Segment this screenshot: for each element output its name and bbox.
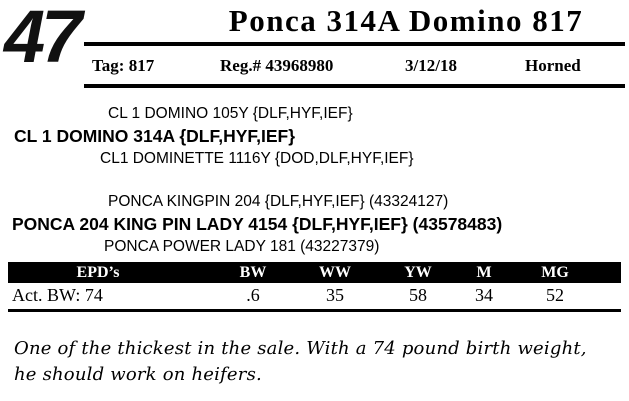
epd-value-m: 34 bbox=[475, 285, 493, 305]
birth-date-value: 3/12/18 bbox=[405, 56, 457, 75]
epd-value-ww: 35 bbox=[326, 285, 344, 305]
horn-status-value: Horned bbox=[525, 56, 581, 75]
lot-number: 47 bbox=[4, 0, 79, 78]
sire-line: CL 1 DOMINO 314A {DLF,HYF,IEF} bbox=[14, 126, 296, 146]
epd-value-bw: .6 bbox=[246, 285, 260, 305]
header bbox=[0, 0, 629, 92]
epd-header-ww: WW bbox=[319, 264, 351, 281]
sire-sire-line: CL 1 DOMINO 105Y {DLF,HYF,IEF} bbox=[108, 105, 353, 122]
dam-dam-line: PONCA POWER LADY 181 (43227379) bbox=[104, 238, 380, 255]
epd-bottom-rule bbox=[8, 309, 621, 312]
epd-value-mg: 52 bbox=[546, 285, 564, 305]
lot-note: One of the thickest in the sale. With a 74 pound birth weight, he should work on heifers. bbox=[14, 338, 587, 385]
epd-table-header-row bbox=[8, 262, 621, 283]
header-rule-bottom bbox=[84, 84, 625, 88]
dam-line: PONCA 204 KING PIN LADY 4154 {DLF,HYF,IEF} (43578483) bbox=[12, 214, 503, 234]
epd-table bbox=[8, 262, 621, 312]
registration-value: Reg.# 43968980 bbox=[220, 56, 334, 75]
epd-header-bw: BW bbox=[239, 264, 267, 281]
pedigree-block bbox=[0, 98, 629, 260]
epd-actual-bw: Act. BW: 74 bbox=[12, 285, 103, 305]
epd-header-m: M bbox=[476, 264, 492, 281]
epd-header-label: EPD’s bbox=[76, 264, 120, 281]
epd-header-yw: YW bbox=[404, 264, 432, 281]
header-rule-top bbox=[84, 42, 625, 46]
page-title: Ponca 314A Domino 817 bbox=[228, 3, 584, 38]
animal-info-row bbox=[92, 50, 625, 82]
dam-sire-line: PONCA KINGPIN 204 {DLF,HYF,IEF} (43324127) bbox=[108, 193, 449, 210]
tag-value: Tag: 817 bbox=[92, 56, 155, 75]
epd-header-mg: MG bbox=[541, 264, 569, 281]
epd-value-yw: 58 bbox=[409, 285, 427, 305]
table-row bbox=[8, 283, 621, 309]
sire-dam-line: CL1 DOMINETTE 1116Y {DOD,DLF,HYF,IEF} bbox=[100, 150, 414, 167]
